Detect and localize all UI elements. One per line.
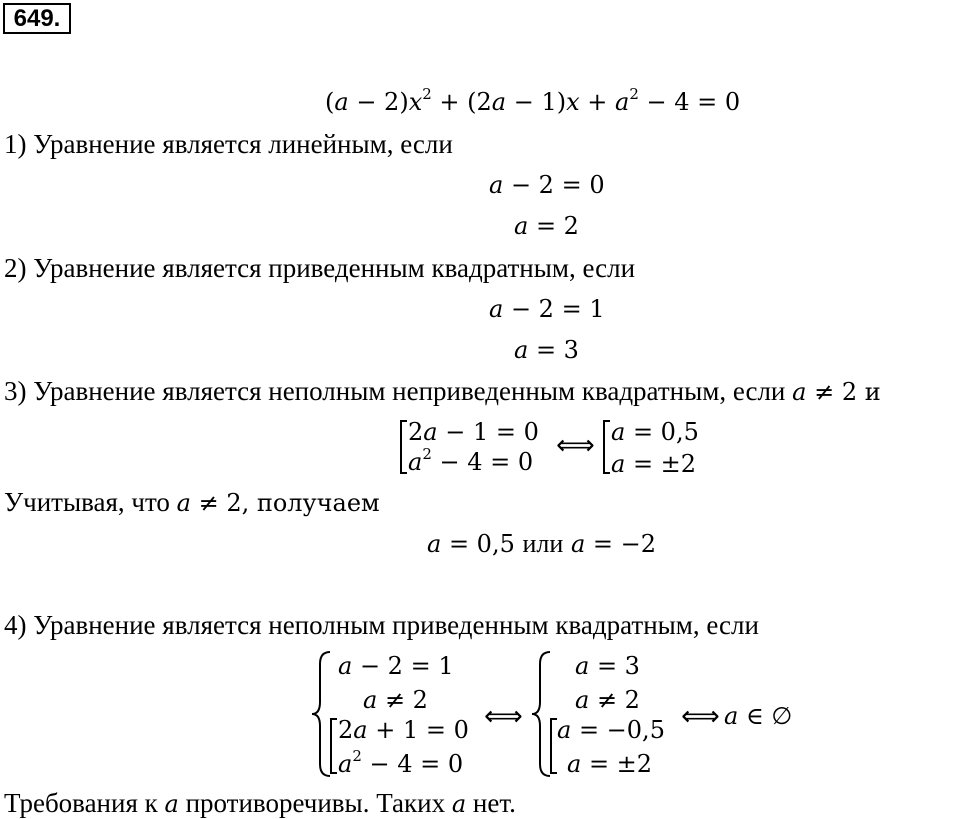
case3-equiv-arrow: ⟺ — [556, 430, 595, 461]
case2-equation-2: a = 3 — [514, 336, 579, 364]
case4-left-line-3: 2a + 1 = 0 — [338, 716, 469, 744]
case3-right-bracket — [603, 420, 610, 474]
case4-right-line-1: a = 3 — [575, 652, 640, 680]
case4-equiv-arrow-1: ⟺ — [484, 701, 523, 732]
case3-right-line-1: a = 0,5 — [611, 418, 699, 446]
case2-text: 2) Уравнение является приведенным квадратным, если — [4, 253, 636, 283]
case4-text: 4) Уравнение является неполным приведенным квадратным, если — [4, 610, 759, 640]
case4-left-line-4: $a^2 - 4 = 0$ — [338, 747, 464, 778]
case4-right-inner-bracket — [550, 718, 557, 774]
case2-equation-1: a − 2 = 1 — [489, 295, 605, 323]
main-equation: $(a - 2)x^2 + (2a - 1)x + a^2 - 4 = 0$ — [325, 85, 741, 116]
case1-text: 1) Уравнение является линейным, если — [4, 129, 453, 159]
case4-right-line-4: a = ±2 — [567, 750, 653, 778]
conclusion-text: Требования к a противоречивы. Таких a нет. — [4, 788, 516, 818]
case4-right-line-3: a = −0,5 — [557, 716, 665, 744]
case3-text: 3) Уравнение является неполным неприведенным квадратным, если a ≠ 2 и — [4, 376, 881, 406]
note-result: a = 0,5 или a = −2 — [427, 529, 656, 558]
case1-equation-1: a − 2 = 0 — [489, 171, 605, 199]
case4-right-line-2: a ≠ 2 — [575, 686, 640, 714]
case1-equation-2: a = 2 — [514, 212, 579, 240]
note-text: Учитывая, что a ≠ 2, получаем — [4, 487, 380, 517]
case3-right-line-2: a = ±2 — [611, 450, 697, 478]
case4-left-line-2: a ≠ 2 — [363, 686, 428, 714]
case3-left-line-2: $a^2 - 4 = 0$ — [408, 445, 534, 476]
case3-left-bracket — [400, 420, 407, 474]
case4-final-result: a ∈ ∅ — [724, 702, 793, 730]
case3-left-line-1: 2a − 1 = 0 — [408, 418, 539, 446]
case4-left-line-1: a − 2 = 1 — [338, 652, 454, 680]
case4-equiv-arrow-2: ⟺ — [681, 701, 720, 732]
case4-left-inner-bracket — [330, 718, 337, 774]
problem-number: 649. — [3, 3, 71, 34]
